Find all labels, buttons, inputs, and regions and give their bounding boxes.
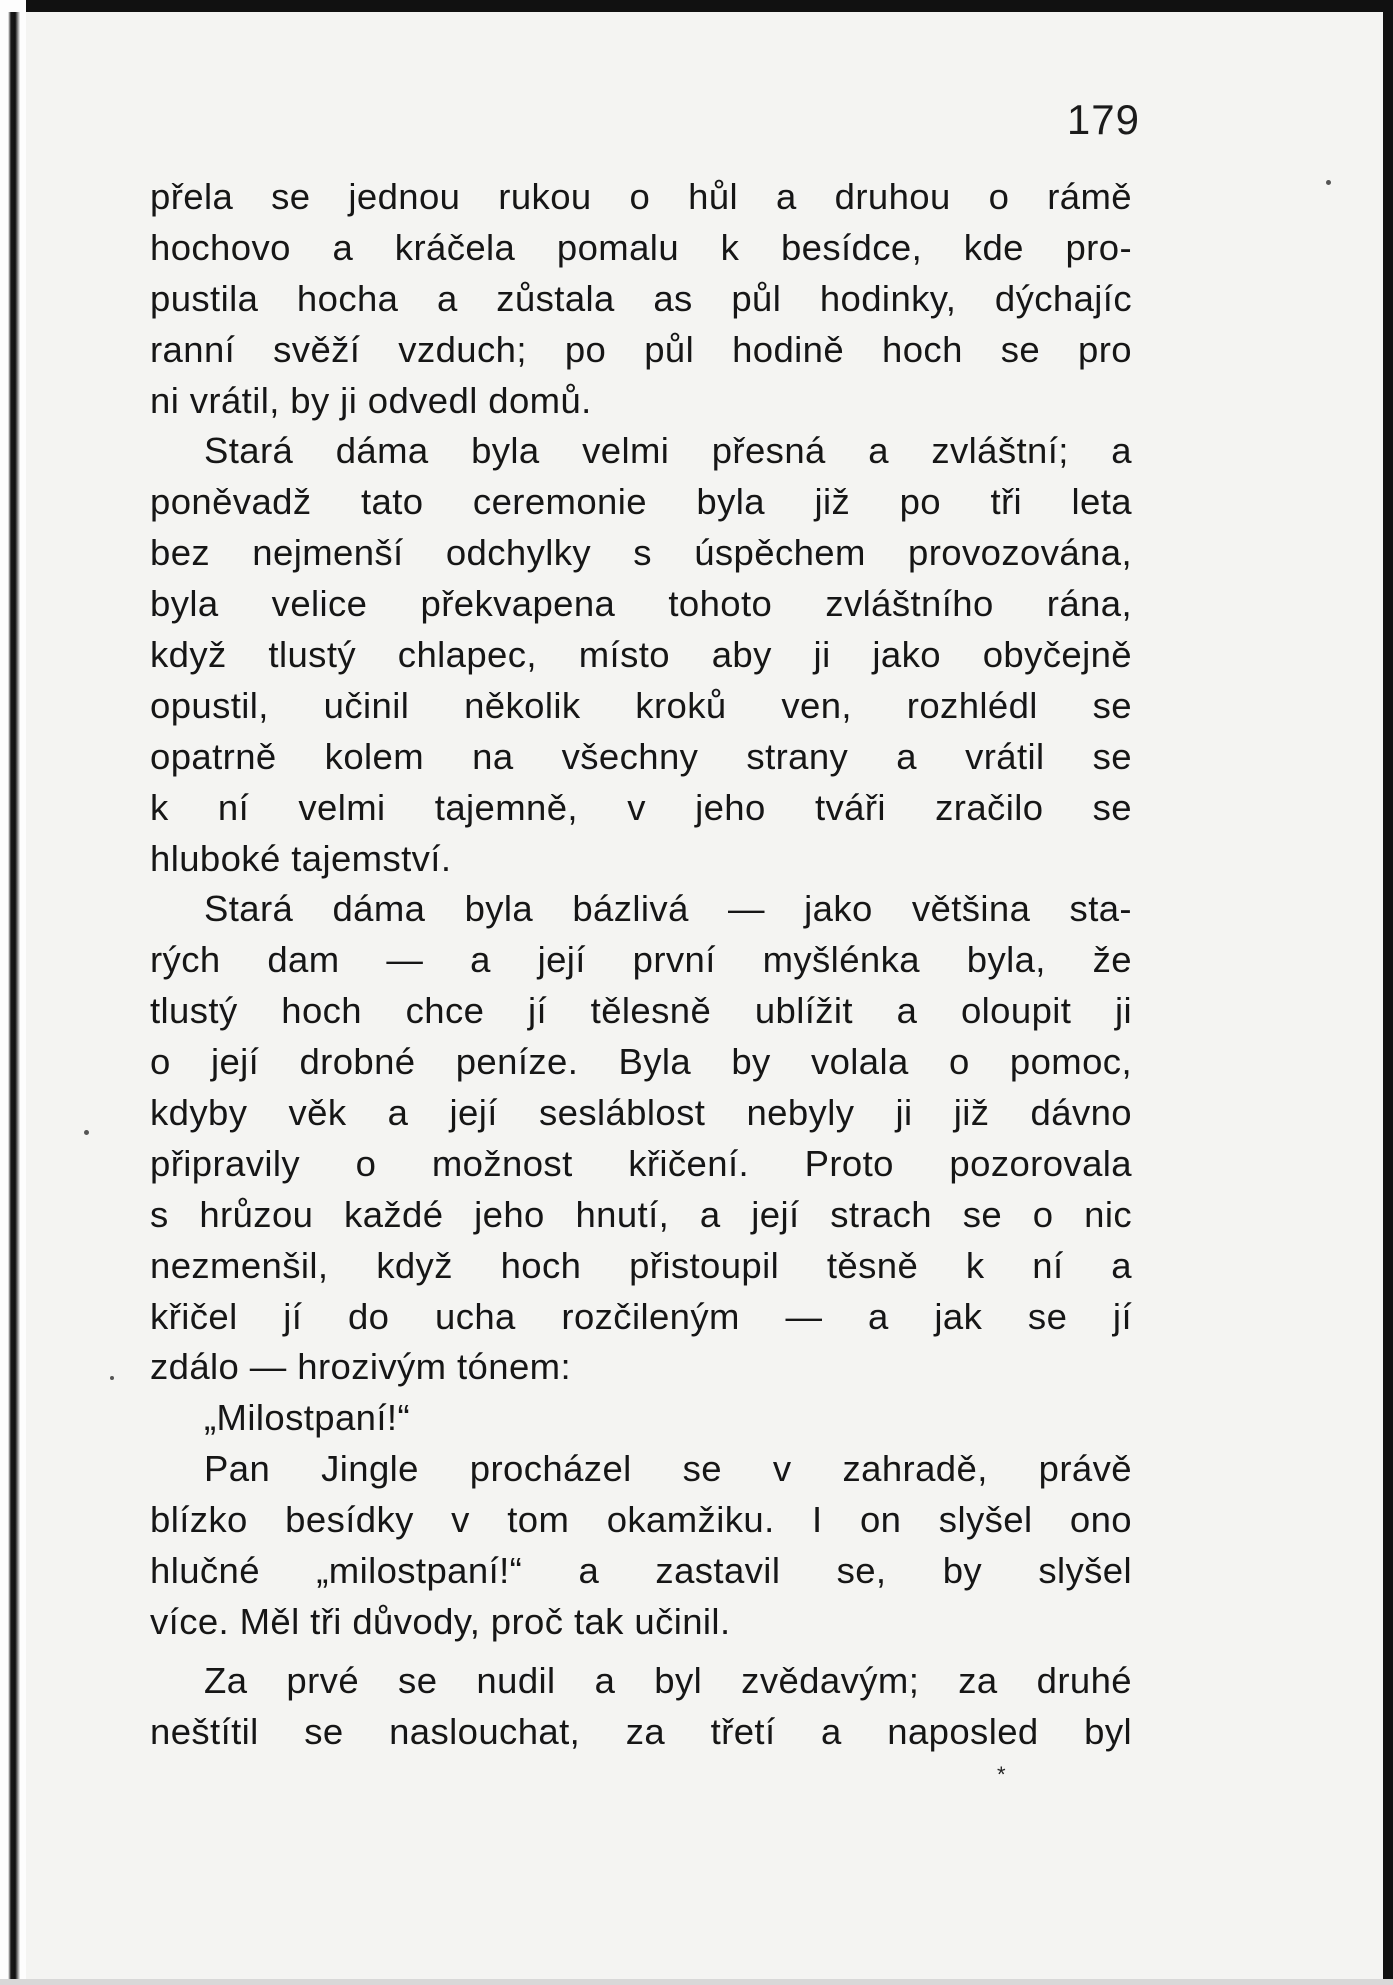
scan-speck: [110, 1376, 114, 1380]
scan-right-border: [1383, 0, 1393, 1985]
text-line: opustil, učinil několik kroků ven, rozhlédl se: [150, 684, 1132, 726]
text-line: „Milostpaní!“: [204, 1397, 411, 1439]
text-line: tlustý hoch chce jí tělesně ublížit a oloupit ji: [150, 990, 1132, 1032]
scan-speck: [1326, 180, 1331, 185]
text-line: křičel jí do ucha rozčileným — a jak se jí: [150, 1295, 1132, 1337]
text-line: Stará dáma byla bázlivá — jako většina sta-: [204, 888, 1132, 930]
text-line: blízko besídky v tom okamžiku. I on slyšel ono: [150, 1499, 1132, 1541]
body-text: [150, 172, 1132, 1758]
signature-mark: *: [997, 1762, 1006, 1787]
text-line: bez nejmenší odchylky s úspěchem provozována,: [150, 532, 1132, 574]
scan-speck: [84, 1130, 89, 1135]
text-line: více. Měl tři důvody, proč tak učinil.: [150, 1600, 731, 1642]
text-line: pustila hocha a zůstala as půl hodinky, dýchajíc: [150, 277, 1132, 319]
text-line: ranní svěží vzduch; po půl hodině hoch se pro: [150, 328, 1132, 370]
text-line: když tlustý chlapec, místo aby ji jako obyčejně: [150, 634, 1132, 676]
text-line: hlučné „milostpaní!“ a zastavil se, by slyšel: [150, 1550, 1132, 1592]
text-line: připravily o možnost křičení. Proto pozorovala: [150, 1142, 1132, 1184]
text-line: s hrůzou každé jeho hnutí, a její strach se o nic: [150, 1193, 1132, 1235]
text-line: kdyby věk a její sesláblost nebyly ji již dávno: [150, 1092, 1132, 1134]
text-line: o její drobné peníze. Byla by volala o pomoc,: [150, 1041, 1132, 1083]
text-line: opatrně kolem na všechny strany a vrátil se: [150, 735, 1132, 777]
text-line: hochovo a kráčela pomalu k besídce, kde pro-: [150, 226, 1132, 268]
text-line: přela se jednou rukou o hůl a druhou o rámě: [150, 176, 1132, 217]
text-line: nezmenšil, když hoch přistoupil těsně k ní a: [150, 1244, 1132, 1286]
scan-bottom-edge: [0, 1979, 1393, 1985]
text-line: poněvadž tato ceremonie byla již po tři leta: [150, 481, 1132, 523]
book-spine-shadow: [8, 12, 20, 1985]
text-line: Stará dáma byla velmi přesná a zvláštní; a: [204, 430, 1132, 472]
text-line: zdálo — hrozivým tónem:: [150, 1346, 571, 1388]
scan-top-border: [0, 0, 1393, 12]
text-line: ni vrátil, by ji odvedl domů.: [150, 379, 592, 421]
text-line: hluboké tajemství.: [150, 837, 452, 879]
text-line: Pan Jingle procházel se v zahradě, právě: [204, 1448, 1132, 1490]
text-line: Za prvé se nudil a byl zvědavým; za druhé: [204, 1659, 1132, 1701]
text-line: byla velice překvapena tohoto zvláštního rána,: [150, 583, 1132, 625]
text-line: rých dam — a její první myšlénka byla, že: [150, 939, 1132, 981]
text-line: k ní velmi tajemně, v jeho tváři zračilo se: [150, 786, 1132, 828]
page-number: 179: [1066, 96, 1140, 143]
text-line: neštítil se naslouchat, za třetí a naposled byl: [150, 1710, 1132, 1752]
